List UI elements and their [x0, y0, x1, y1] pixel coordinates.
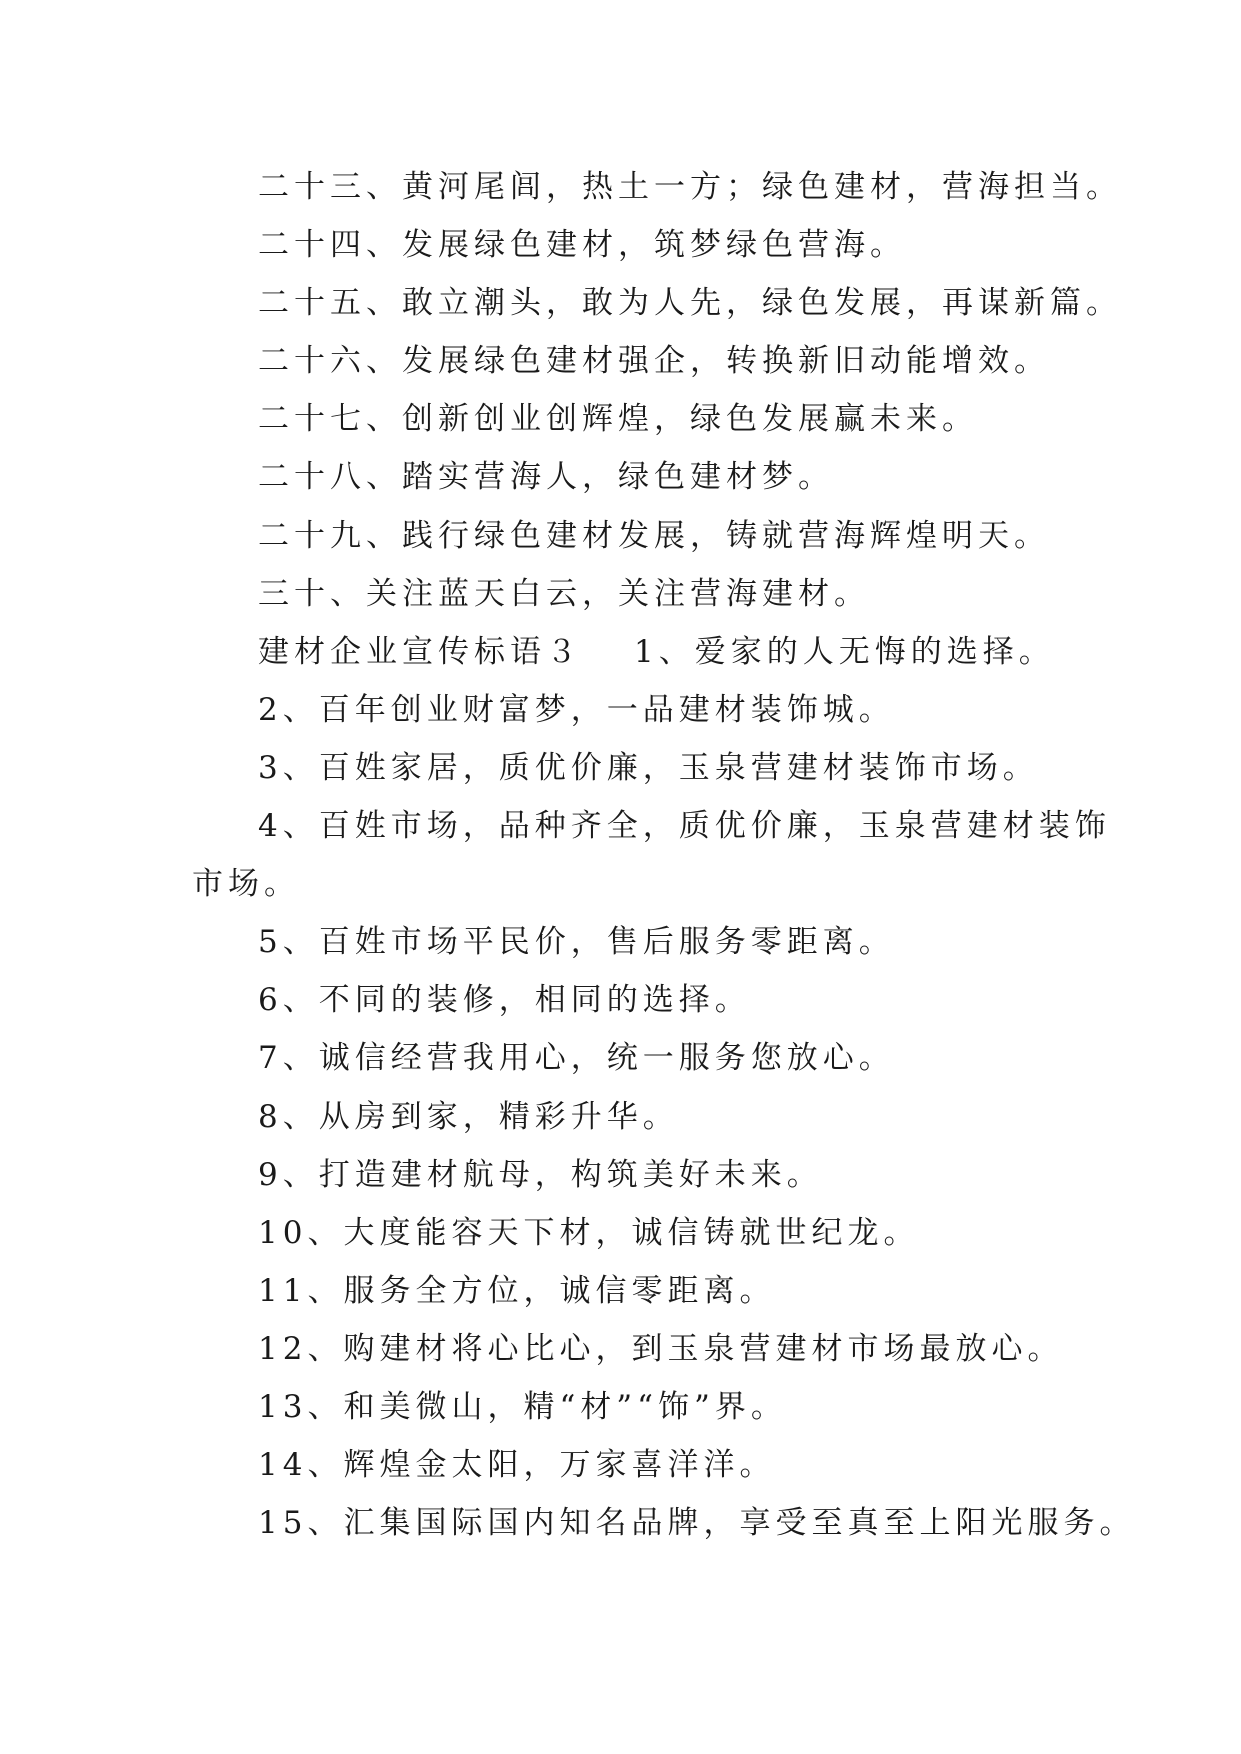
slogan-line: 三十、关注蓝天白云，关注营海建材。 — [258, 575, 870, 612]
slogan-item: 5、百姓市场平民价，售后服务零距离。 — [258, 924, 895, 961]
slogan-item-continuation: 市场。 — [192, 866, 300, 903]
slogan-item: 6、不同的装修，相同的选择。 — [258, 982, 751, 1019]
slogan-item: 9、打造建材航母，构筑美好未来。 — [258, 1156, 823, 1193]
slogan-line: 二十四、发展绿色建材，筑梦绿色营海。 — [258, 227, 906, 264]
slogan-item: 10、大度能容天下材，诚信铸就世纪龙。 — [258, 1214, 920, 1251]
slogan-line: 二十八、踏实营海人，绿色建材梦。 — [258, 459, 834, 496]
slogan-item: 11、服务全方位，诚信零距离。 — [258, 1272, 776, 1309]
slogan-item: 14、辉煌金太阳，万家喜洋洋。 — [258, 1447, 776, 1484]
section-heading-line — [192, 623, 1072, 681]
slogan-item: 13、和美微山，精“材”“饰”界。 — [258, 1388, 787, 1425]
slogan-item: 7、诚信经营我用心，统一服务您放心。 — [258, 1040, 895, 1077]
slogan-item: 8、从房到家，精彩升华。 — [258, 1098, 679, 1135]
slogan-item: 3、百姓家居，质优价廉，玉泉营建材装饰市场。 — [258, 749, 1039, 786]
slogan-item: 4、百姓市场，品种齐全，质优价廉，玉泉营建材装饰 — [258, 808, 1111, 845]
slogan-item: 15、汇集国际国内知名品牌，享受至真至上阳光服务。 — [258, 1505, 1136, 1542]
slogan-line: 二十五、敢立潮头，敢为人先，绿色发展，再谋新篇。 — [258, 285, 1122, 322]
slogan-item: 12、购建材将心比心，到玉泉营建材市场最放心。 — [258, 1330, 1064, 1367]
slogan-item: 2、百年创业财富梦，一品建材装饰城。 — [258, 691, 895, 728]
slogan-line: 二十七、创新创业创辉煌，绿色发展赢未来。 — [258, 401, 978, 438]
section-first-item: 1、爱家的人无悔的选择。 — [634, 633, 1055, 670]
section-heading: 建材企业宣传标语３ — [258, 633, 582, 670]
slogan-line: 二十六、发展绿色建材强企，转换新旧动能增效。 — [258, 343, 1050, 380]
slogan-line: 二十三、黄河尾闾，热土一方；绿色建材，营海担当。 — [258, 169, 1122, 205]
document-body — [192, 158, 1136, 1552]
slogan-line: 二十九、践行绿色建材发展，铸就营海辉煌明天。 — [258, 517, 1050, 554]
